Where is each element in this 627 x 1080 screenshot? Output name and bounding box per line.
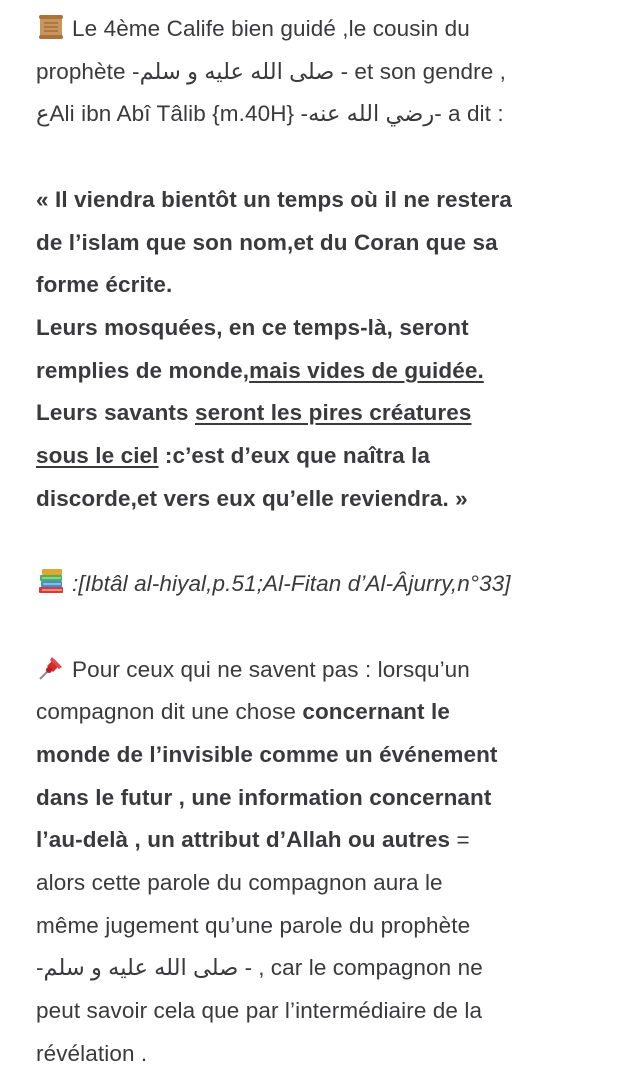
quote-line-8: discorde,et vers eux qu’elle reviendra. »: [36, 485, 468, 511]
books-icon: [36, 567, 66, 597]
underlined-worst-creatures: seront les pires créatures: [194, 400, 472, 426]
intro-text-1: Le 4ème Calife bien guidé ,le cousin du: [72, 16, 470, 41]
note-line-6: alors cette parole du compagnon aura le: [36, 870, 443, 896]
note-line-5: l’au-delà , un attribut d’Allah ou autres =: [36, 827, 470, 853]
note-paragraph: [36, 649, 616, 1076]
note-line-8: -صلى الله عليه و سلم - , car le compagnon ne: [36, 955, 483, 981]
quote-line-3: forme écrite.: [36, 272, 173, 298]
salawat-arabic: صلى الله عليه و سلم: [139, 58, 335, 84]
intro-line-1: [36, 8, 616, 51]
radiallahu-arabic: رضي الله عنه: [308, 101, 435, 127]
quote-line-5: remplies de monde,mais vides de guidée.: [36, 357, 484, 383]
intro-line-3: عAli ibn Abî Tâlib {m.40H} -رضي الله عنه- a dit :: [36, 101, 504, 127]
scroll-icon: [36, 12, 66, 42]
note-line-7: même jugement qu’une parole du prophète: [36, 912, 471, 938]
underlined-guidance: mais vides de guidée.: [249, 357, 484, 383]
source-paragraph: [36, 563, 616, 606]
quote-paragraph: [36, 179, 616, 521]
note-line-1: Pour ceux qui ne savent pas : lorsqu’un: [36, 649, 616, 692]
ayn-arabic: ع: [36, 101, 50, 127]
note-line-10: révélation .: [36, 1040, 148, 1066]
intro-paragraph: [36, 8, 616, 136]
underlined-under-sky: sous le ciel: [36, 443, 159, 469]
quote-line-2: de l’islam que son nom,et du Coran que sa: [36, 229, 498, 255]
quote-line-4: Leurs mosquées, en ce temps-là, seront: [36, 314, 469, 340]
intro-line-2: prophète -صلى الله عليه و سلم - et son gendre ,: [36, 58, 507, 84]
note-line-2: compagnon dit une chose concernant le: [36, 699, 450, 725]
source-line: [36, 563, 616, 606]
note-line-3: monde de l’invisible comme un événement: [36, 741, 498, 767]
salawat-arabic-2: صلى الله عليه و سلم: [43, 955, 239, 981]
pushpin-icon: [36, 653, 66, 683]
quote-line-7: sous le ciel :c’est d’eux que naîtra la: [36, 443, 431, 469]
quote-line-6: Leurs savants seront les pires créatures: [36, 400, 472, 426]
post-content: [36, 8, 616, 1076]
source-reference: :[Ibtâl al-hiyal,p.51;Al-Fitan d’Al-Âjurry,n°33]: [72, 571, 511, 597]
note-line-4: dans le futur , une information concernant: [36, 784, 492, 810]
note-line-9: peut savoir cela que par l’intermédiaire de la: [36, 998, 483, 1024]
quote-line-1: « Il viendra bientôt un temps où il ne restera: [36, 186, 512, 212]
